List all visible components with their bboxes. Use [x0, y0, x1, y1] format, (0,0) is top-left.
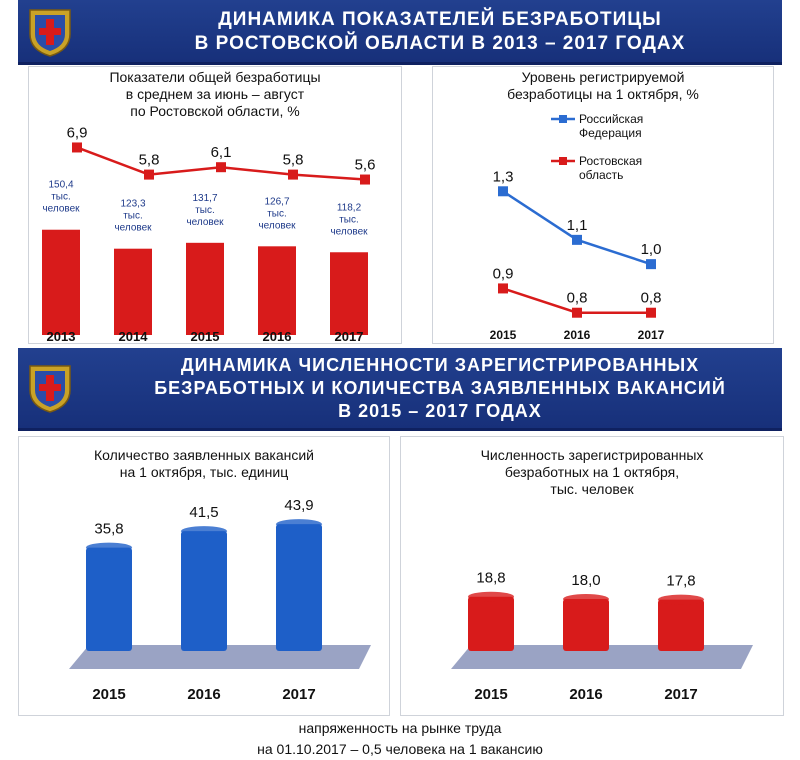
line-label-2016: 5,8: [282, 151, 304, 169]
bar-top-2017: [276, 519, 322, 529]
bar-2015: [468, 597, 514, 651]
x-tick-2017: 2017: [334, 329, 364, 343]
series-label-0-2016: 1,1: [566, 216, 588, 234]
bar-label-2016: 126,7 тыс. человек: [258, 196, 296, 232]
x-tick-2016: 2016: [569, 686, 603, 703]
bar-2015: [186, 243, 224, 335]
x-tick-2016: 2016: [187, 686, 221, 703]
top-banner-title: [108, 8, 772, 56]
line-point-2017: [360, 175, 370, 185]
bar-top-2016: [563, 594, 609, 604]
coat-of-arms-icon: [24, 4, 76, 58]
bar-2015: [86, 548, 132, 651]
bar-2017: [658, 600, 704, 651]
bar-label-2014: 123,3 тыс. человек: [114, 198, 152, 234]
registered-unemployed-title: Численность зарегистрированных безработных на 1 октября, тыс. человек: [480, 447, 704, 497]
general-unemployment-chart: [29, 67, 401, 343]
line-point-2015: [216, 162, 226, 172]
bar-label-2017: 43,9: [284, 497, 314, 515]
series-point-0-2017: [646, 259, 656, 269]
bar-top-2015: [86, 543, 132, 553]
bar-label-2013: 150,4 тыс. человек: [42, 179, 80, 215]
middle-banner-title-line1: ДИНАМИКА ЧИСЛЕННОСТИ ЗАРЕГИСТРИРОВАННЫХ: [180, 355, 700, 375]
line-label-2013: 6,9: [66, 124, 88, 142]
line-point-2013: [72, 142, 82, 152]
top-banner: [18, 0, 782, 65]
registered-rate-panel: [432, 66, 774, 344]
x-tick-2014: 2014: [118, 329, 148, 343]
series-label-1-2017: 0,8: [640, 289, 662, 307]
general-unemployment-panel: [28, 66, 402, 344]
general-unemployment-title: Показатели общей безработицы в среднем за июнь – август по Ростовской области, %: [109, 69, 321, 119]
series-point-0-2015: [498, 186, 508, 196]
bar-label-2016: 41,5: [189, 504, 219, 522]
bar-top-2016: [181, 526, 227, 536]
registered-rate-chart: [433, 67, 773, 343]
vacancies-chart: [19, 437, 389, 715]
labor-market-tension-line2: на 01.10.2017 – 0,5 человека на 1 вакансию: [257, 741, 543, 757]
line-label-2015: 6,1: [210, 144, 232, 162]
line-point-2016: [288, 170, 298, 180]
bar-label-2015: 35,8: [94, 520, 124, 538]
line-label-2014: 5,8: [138, 151, 160, 169]
coat-of-arms-icon: [24, 360, 76, 414]
line-point-2014: [144, 170, 154, 180]
x-tick-2015: 2015: [489, 328, 517, 342]
top-banner-title-line1: ДИНАМИКА ПОКАЗАТЕЛЕЙ БЕЗРАБОТИЦЫ: [218, 9, 662, 30]
bar-label-2017: 118,2 тыс. человек: [330, 202, 368, 238]
bar-2013: [42, 230, 80, 335]
x-tick-2013: 2013: [46, 329, 76, 343]
bar-label-2016: 18,0: [571, 572, 601, 589]
bar-label-2015: 131,7 тыс. человек: [186, 192, 224, 228]
series-point-0-2016: [572, 235, 582, 245]
labor-market-tension-line1: напряженность на рынке труда: [298, 720, 502, 736]
registered-rate-title: Уровень регистрируемой безработицы на 1 октября, %: [507, 69, 699, 102]
x-tick-2015: 2015: [190, 329, 220, 343]
bar-top-2015: [468, 592, 514, 602]
series-label-0-2017: 1,0: [640, 241, 662, 259]
series-label-1-2015: 0,9: [492, 265, 514, 283]
x-tick-2017: 2017: [664, 686, 698, 703]
bar-2017: [330, 252, 368, 335]
series-label-0-2015: 1,3: [492, 168, 514, 186]
series-point-1-2017: [646, 308, 656, 318]
series-label-1-2016: 0,8: [566, 289, 588, 307]
middle-banner-title-line2: БЕЗРАБОТНЫХ И КОЛИЧЕСТВА ЗАЯВЛЕННЫХ ВАКАНСИЙ: [154, 378, 726, 398]
legend-label-0: Российская Федерация: [579, 112, 644, 140]
series-point-1-2015: [498, 283, 508, 293]
bar-label-2015: 18,8: [476, 569, 506, 587]
bar-top-2017: [658, 595, 704, 605]
series-point-1-2016: [572, 308, 582, 318]
registered-unemployed-panel: [400, 436, 784, 716]
bar-2014: [114, 249, 152, 335]
bar-2017: [276, 524, 322, 651]
bar-label-2017: 17,8: [666, 572, 696, 590]
line-label-2017: 5,6: [354, 156, 376, 174]
legend-marker-1: [559, 157, 567, 165]
legend-marker-0: [559, 115, 567, 123]
x-tick-2017: 2017: [282, 686, 316, 703]
middle-banner: [18, 348, 782, 431]
middle-banner-title: [108, 354, 772, 423]
x-tick-2015: 2015: [474, 686, 508, 703]
legend-label-1: Ростовская область: [579, 154, 643, 182]
registered-unemployed-chart: [401, 437, 783, 715]
x-tick-2015: 2015: [92, 686, 126, 703]
x-tick-2016: 2016: [262, 329, 292, 343]
vacancies-title: Количество заявленных вакансий на 1 октября, тыс. единиц: [93, 447, 314, 480]
bar-2016: [181, 531, 227, 651]
top-banner-title-line2: В РОСТОВСКОЙ ОБЛАСТИ В 2013 – 2017 ГОДАХ: [194, 33, 686, 54]
x-tick-2017: 2017: [637, 328, 665, 342]
x-tick-2016: 2016: [563, 328, 591, 342]
bar-2016: [258, 246, 296, 335]
middle-banner-title-line3: В 2015 – 2017 ГОДАХ: [338, 401, 542, 421]
bar-2016: [563, 599, 609, 651]
vacancies-panel: [18, 436, 390, 716]
